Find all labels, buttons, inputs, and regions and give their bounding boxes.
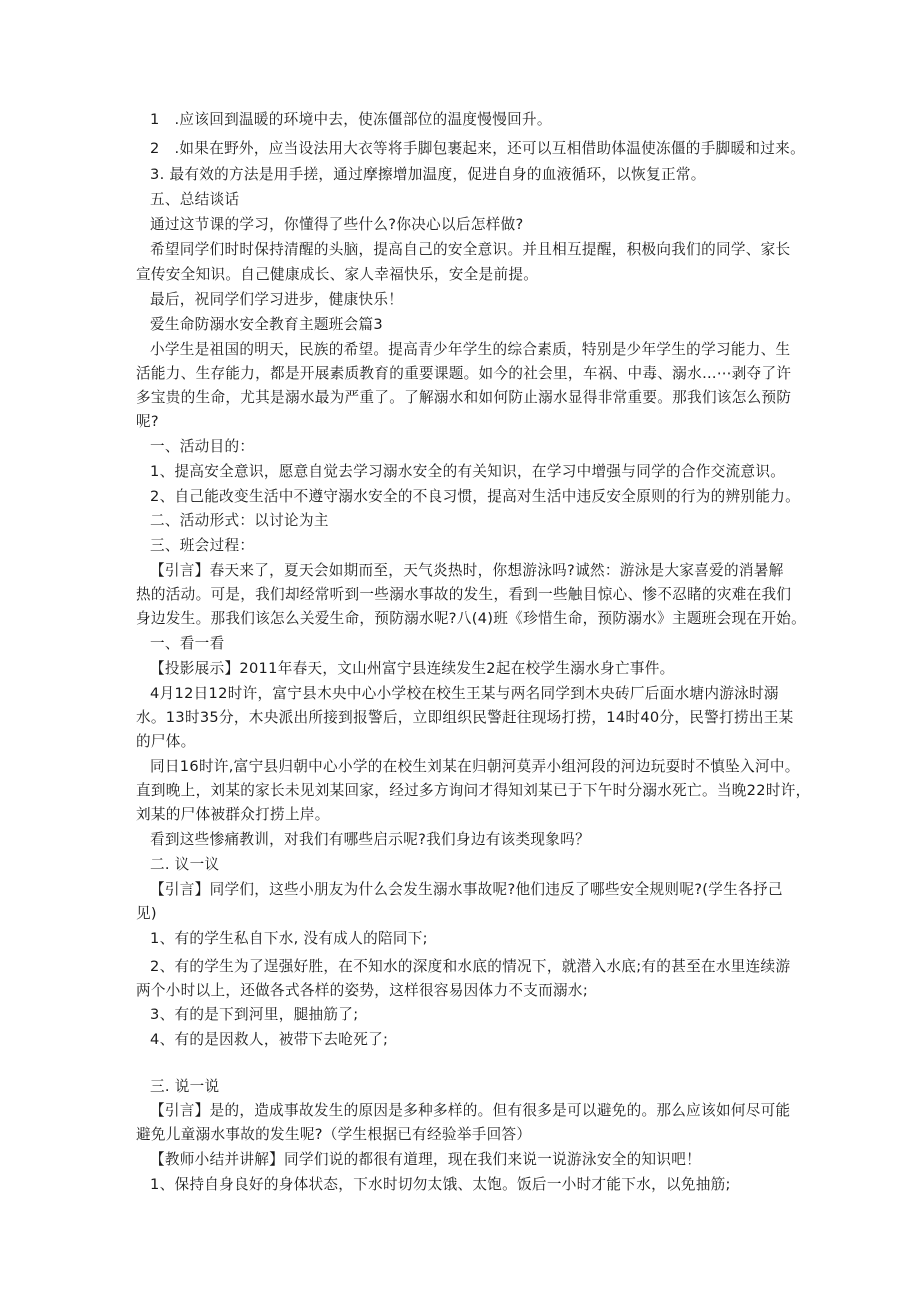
section-heading: 五、总结谈话 bbox=[150, 191, 240, 208]
text-line: 1、有的学生私自下水, 没有成人的陪同下; bbox=[150, 930, 428, 947]
text-line: 活能力、生存能力，都是开展素质教育的重要课题。如今的社会里，车祸、中毒、溺水…⋯剥夺了许 bbox=[136, 365, 792, 382]
text-line: 4月12日12时许，富宁县木央中心小学校在校生王某与两名同学到木央砖厂后面水塘内游泳时溺 bbox=[150, 685, 779, 702]
text-line: 呢? bbox=[136, 413, 159, 430]
text-line: 水。13时35分，木央派出所接到报警后，立即组织民警赶往现场打捞，14时40分，民警打捞出王某 bbox=[136, 709, 794, 726]
text-line: 身边发生。那我们该怎么关爱生命，预防溺水呢?八(4)班《珍惜生命，预防溺水》主题班会现在开始。 bbox=[136, 610, 807, 627]
text-line: 1、提高安全意识，愿意自觉去学习溺水安全的有关知识，在学习中增强与同学的合作交流意识。 bbox=[150, 463, 786, 480]
section-heading: 三. 说一说 bbox=[150, 1078, 220, 1095]
text-line: 的尸体。 bbox=[136, 733, 196, 750]
text-line: 多宝贵的生命，尤其是溺水最为严重了。了解溺水和如何防止溺水显得非常重要。那我们该怎么预防 bbox=[136, 389, 792, 406]
text-line: 直到晚上，刘某的家长未见刘某回家，经过多方询问才得知刘某已于下午时分溺水死亡。当晚22时许， bbox=[136, 782, 811, 799]
text-line: 1 .应该回到温暖的环境中去，使冻僵部位的温度慢慢回升。 bbox=[150, 111, 552, 128]
text-line: 1、保持自身良好的身体状态，下水时切勿太饿、太饱。饭后一小时才能下水，以免抽筋; bbox=[150, 1176, 731, 1193]
text-line: 同日16时许,富宁县归朝中心小学的在校生刘某在归朝河莫弄小组河段的河边玩耍时不慎坠入河中。 bbox=[150, 758, 800, 775]
text-line: 2 .如果在野外，应当设法用大衣等将手脚包裹起来，还可以互相借助体温使冻僵的手脚暖和过来。 bbox=[150, 140, 805, 157]
text-line: 3、有的是下到河里，腿抽筋了; bbox=[150, 1006, 359, 1023]
text-line: 希望同学们时时保持清醒的头脑，提高自己的安全意识。并且相互提醒，积极向我们的同学、家长 bbox=[150, 241, 791, 258]
text-line: 宣传安全知识。自己健康成长、家人幸福快乐，安全是前提。 bbox=[136, 266, 539, 283]
text-line: 两个小时以上，还做各式各样的姿势，这样很容易因体力不支而溺水; bbox=[136, 982, 589, 999]
text-line: 看到这些惨痛教训，对我们有哪些启示呢?我们身边有该类现象吗？ bbox=[150, 831, 590, 848]
section-heading: 一、活动目的： bbox=[150, 438, 255, 455]
text-line: 2、自己能改变生活中不遵守溺水安全的不良习惯，提高对生活中违反安全原则的行为的辨别能力。 bbox=[150, 488, 801, 505]
text-line: 小学生是祖国的明天，民族的希望。提高青少年学生的综合素质，特别是少年学生的学习能力、生 bbox=[150, 341, 791, 358]
text-line: 【投影展示】2011年春天，文山州富宁县连续发生2起在校学生溺水身亡事件。 bbox=[150, 660, 675, 677]
text-line: 3. 最有效的方法是用手搓，通过摩擦增加温度，促进自身的血液循环，以恢复正常。 bbox=[150, 166, 706, 183]
text-line: 【引言】是的，造成事故发生的原因是多种多样的。但有很多是可以避免的。那么应该如何尽可能 bbox=[150, 1102, 791, 1119]
section-heading: 二. 议一议 bbox=[150, 856, 220, 873]
text-line: 2、有的学生为了逞强好胜，在不知水的深度和水底的情况下，就潜入水底;有的甚至在水里连续游 bbox=[150, 958, 791, 975]
text-line: 4、有的是因救人，被带下去呛死了; bbox=[150, 1031, 389, 1048]
text-line: 最后，祝同学们学习进步，健康快乐！ bbox=[150, 291, 404, 308]
text-line: 刘某的尸体被群众打捞上岸。 bbox=[136, 806, 330, 823]
text-line: 热的活动。可是，我们却经常听到一些溺水事故的发生，看到一些触目惊心、惨不忍睹的灾难在我们 bbox=[136, 586, 792, 603]
section-heading: 一、看一看 bbox=[150, 635, 225, 652]
text-line: 【教师小结并讲解】同学们说的都很有道理，现在我们来说一说游泳安全的知识吧！ bbox=[150, 1151, 702, 1168]
section-heading: 三、班会过程： bbox=[150, 537, 255, 554]
text-line: 避免儿童溺水事故的发生呢?（学生根据已有经验举手回答） bbox=[136, 1126, 532, 1143]
article-title: 爱生命防溺水安全教育主题班会篇3 bbox=[150, 316, 383, 333]
text-line: 【引言】春天来了，夏天会如期而至，天气炎热时，你想游泳吗?诚然：游泳是大家喜爱的消暑解 bbox=[150, 562, 784, 579]
text-line: 见) bbox=[136, 905, 157, 922]
text-line: 通过这节课的学习，你懂得了些什么?你决心以后怎样做? bbox=[150, 216, 524, 233]
section-heading: 二、活动形式：以讨论为主 bbox=[150, 512, 329, 529]
text-line: 【引言】同学们，这些小朋友为什么会发生溺水事故呢?他们违反了哪些安全规则呢?(学生各抒己 bbox=[150, 881, 783, 898]
